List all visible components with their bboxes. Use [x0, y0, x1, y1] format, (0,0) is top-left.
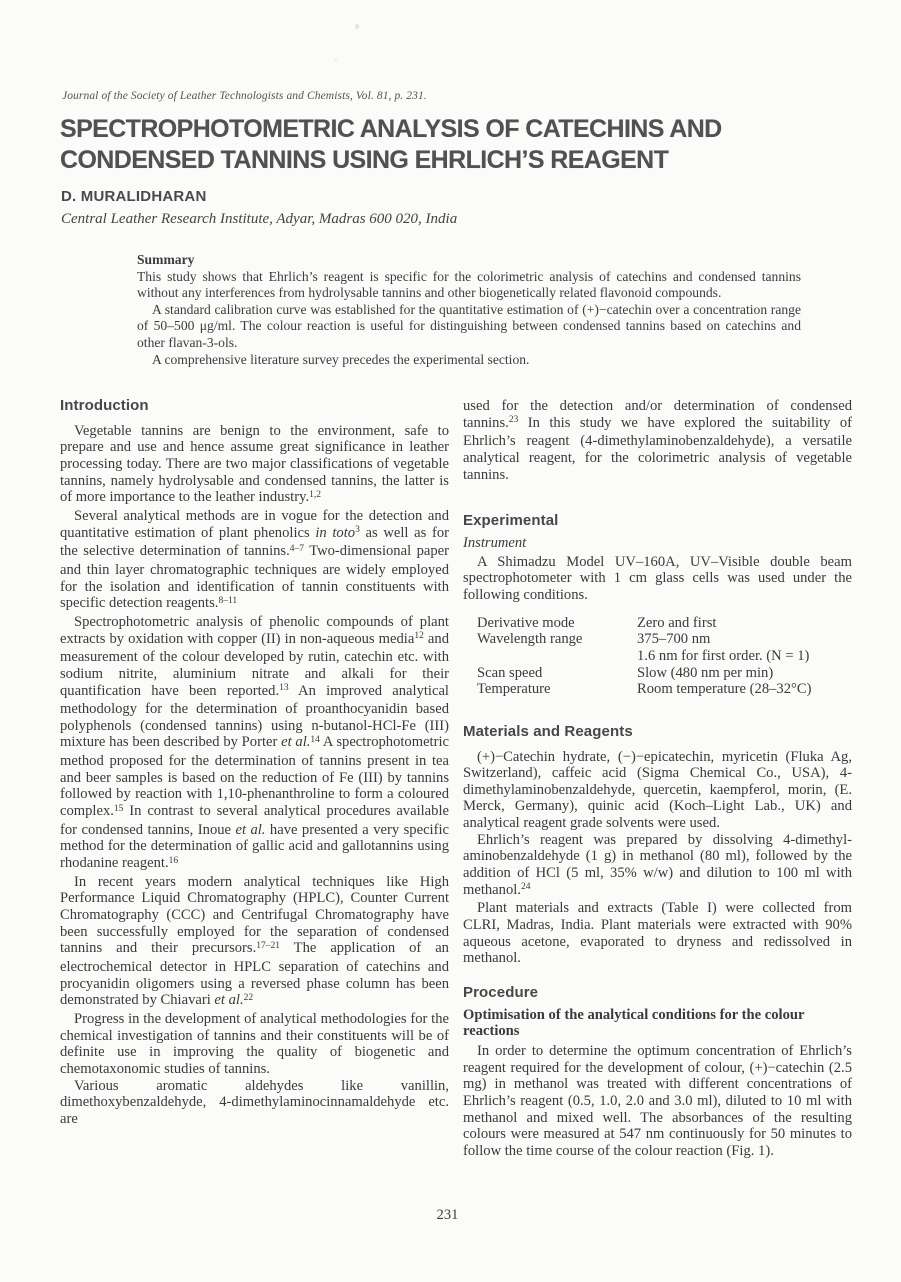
paragraph: Several analytical methods are in vogue for the detection and quantitative estimation of plant phenolics in toto$^3$ as well as for the selective determination of tannins.$^{4-7}$ Two-dimensional paper and thin layer chromatographic techniques are widely employed for the isolation and identification of tannin constituents with specific detection reagents.$^{8-11}$ [60, 507, 449, 612]
left-column [60, 398, 449, 1160]
condition-row [477, 665, 852, 682]
procedure-subheading: Optimisation of the analytical conditions for the colour reactions [463, 1006, 805, 1040]
summary-heading: Summary [137, 252, 195, 267]
condition-label: Derivative mode [477, 614, 575, 631]
condition-value: Room temperature (28–32°C) [637, 681, 812, 698]
condition-label: Scan speed [477, 664, 543, 681]
author-affiliation: Central Leather Research Institute, Adyar, Madras 600 020, India [61, 211, 458, 227]
paragraph-continuation: used for the detection and/or determination of condensed tannins.$^{23}$ In this study we have explored the suitability of Ehrlich’s reagent (4-dimethylaminobenzaldehyde), a versatile analytical reagent, for the colorimetric analysis of vegetable tannins. [463, 398, 852, 483]
paragraph: Spectrophotometric analysis of phenolic compounds of plant extracts by oxidation with copper (II) in non-aqueous media$^{12}$ and measurement of the colour developed by rutin, catechin etc. with sodium nitrite, aluminium nitrate and alkali for their quantification have been reported.$^{13}$ An improved analytical methodology for the determination of proanthocyanidin based polyphenols (condensed tannins) using n-butanol-HCl-Fe (III) mixture has been described by Porter et al.$^{14}$ A spectrophotometric method proposed for the determination of tannins present in tea and beer samples is based on the reduction of Fe (III) by tannins followed by reaction with 1,10-phenanthroline to form a coloured complex.$^{15}$ In contrast to several analytical procedures available for condensed tannins, Inoue et al. have presented a very specific method for the determination of gallic acid and gallotannins using rhodanine reagent.$^{16}$ [60, 613, 450, 872]
condition-row [477, 648, 852, 665]
title-line-2: CONDENSED TANNINS USING EHRLICH’S REAGENT [60, 146, 669, 174]
instrument-conditions-table [463, 615, 852, 698]
paragraph: In order to determine the optimum concentration of Ehrlich’s reagent required for the development of colour, (+)−catechin (2.5 mg) in methanol was treated with different concentrations of Ehrlich’s reagent (0.5, 1.0, 2.0 and 3.0 ml), diluted to 10 ml with methanol and mixed well. The absorbances of the resulting colours were measured at 547 nm continuously for 50 minutes to follow the time course of the colour reaction (Fig. 1). [463, 1043, 852, 1159]
instrument-subheading: Instrument [463, 534, 527, 551]
summary-paragraph: A standard calibration curve was established for the quantitative estimation of (+)−catechin over a concentration range of 50–500 μg/ml. The colour reaction is useful for distinguishing between condensed tannins based on catechins and other flavan-3-ols. [137, 301, 801, 350]
experimental-heading: Experimental [463, 512, 559, 530]
paragraph: (+)−Catechin hydrate, (−)−epicatechin, myricetin (Fluka Ag, Switzerland), caffeic acid (Sigma Chemical Co., USA), 4-dimethylaminobenzaldehyde, quercetin, kaempferol, morin, (E. Merck, Germany), quinic acid (Koch–Light Lab., UK) and analytical reagent grade solvents were used. [463, 748, 852, 832]
condition-value: 1.6 nm for first order. (N = 1) [637, 647, 810, 664]
right-column [463, 398, 852, 1160]
scan-artifact-speck [355, 24, 359, 29]
condition-label: Wavelength range [477, 631, 583, 648]
summary-section [137, 252, 801, 368]
introduction-heading: Introduction [60, 397, 149, 414]
paragraph: Various aromatic aldehydes like vanillin, dimethoxybenzaldehyde, 4-dimethylaminocinnamaldehyde etc. are [60, 1077, 449, 1127]
title-line-1: SPECTROPHOTOMETRIC ANALYSIS OF CATECHINS AND [60, 115, 722, 143]
summary-paragraph: This study shows that Ehrlich’s reagent is specific for the colorimetric analysis of catechins and condensed tannins without any interferences from hydrolysable tannins and other biogenetically related flavonoid compounds. [137, 268, 801, 301]
condition-value: 375–700 nm [637, 631, 711, 648]
condition-row [477, 631, 852, 648]
paragraph: Progress in the development of analytical methodologies for the chemical investigation of tannins and their constituents will be of definite use in improving the quality of biogenetic and chemotaxonomic studies of tannins. [60, 1010, 449, 1077]
paragraph: Plant materials and extracts (Table I) were collected from CLRI, Madras, India. Plant materials were extracted with 90% aqueous acetone, evaporated to dryness and redissolved in methanol. [463, 900, 852, 967]
paragraph: In recent years modern analytical techniques like High Performance Liquid Chromatography (HPLC), Counter Current Chromatography (CCC) and Centrifugal Chromatography have been successfully employed for the separation of condensed tannins and their precursors.$^{17-21}$ The application of an electrochemical detector in HPLC separation of catechins and procyanidin oligomers using a reversed phase column has been demonstrated by Chiavari et al.$^{22}$ [60, 873, 449, 1009]
condition-label [477, 648, 637, 665]
condition-label: Temperature [477, 681, 551, 698]
page-number: 231 [436, 1207, 459, 1223]
condition-value: Zero and first [637, 614, 717, 631]
paragraph: A Shimadzu Model UV–160A, UV–Visible double beam spectrophotometer with 1 cm glass cells was used under the following conditions. [463, 553, 852, 603]
page-title [60, 114, 830, 176]
condition-row [477, 681, 852, 698]
paragraph: Ehrlich’s reagent was prepared by dissolving 4-dimethyl-aminobenzaldehyde (1 g) in methanol (80 ml), followed by the addition of HCl (5 ml, 35% w/w) and dilution to 100 ml with methanol.$^{24}$ [463, 831, 852, 898]
summary-paragraph: A comprehensive literature survey precedes the experimental section. [152, 351, 530, 367]
procedure-heading: Procedure [463, 984, 539, 1002]
scan-artifact-speck [334, 58, 337, 61]
body-columns [60, 398, 852, 1160]
paragraph: Vegetable tannins are benign to the environment, safe to prepare and use and hence assume great significance in leather processing today. There are two major classifications of vegetable tannins, namely hydrolysable and condensed tannins, the latter is of more importance to the leather industry.$^{1,2}$ [60, 422, 449, 506]
author-name: D. MURALIDHARAN [61, 188, 207, 205]
condition-row [477, 615, 852, 632]
materials-heading: Materials and Reagents [463, 722, 633, 740]
condition-value: Slow (480 nm per min) [637, 664, 774, 681]
journal-citation: Journal of the Society of Leather Technologists and Chemists, Vol. 81, p. 231. [62, 90, 427, 102]
